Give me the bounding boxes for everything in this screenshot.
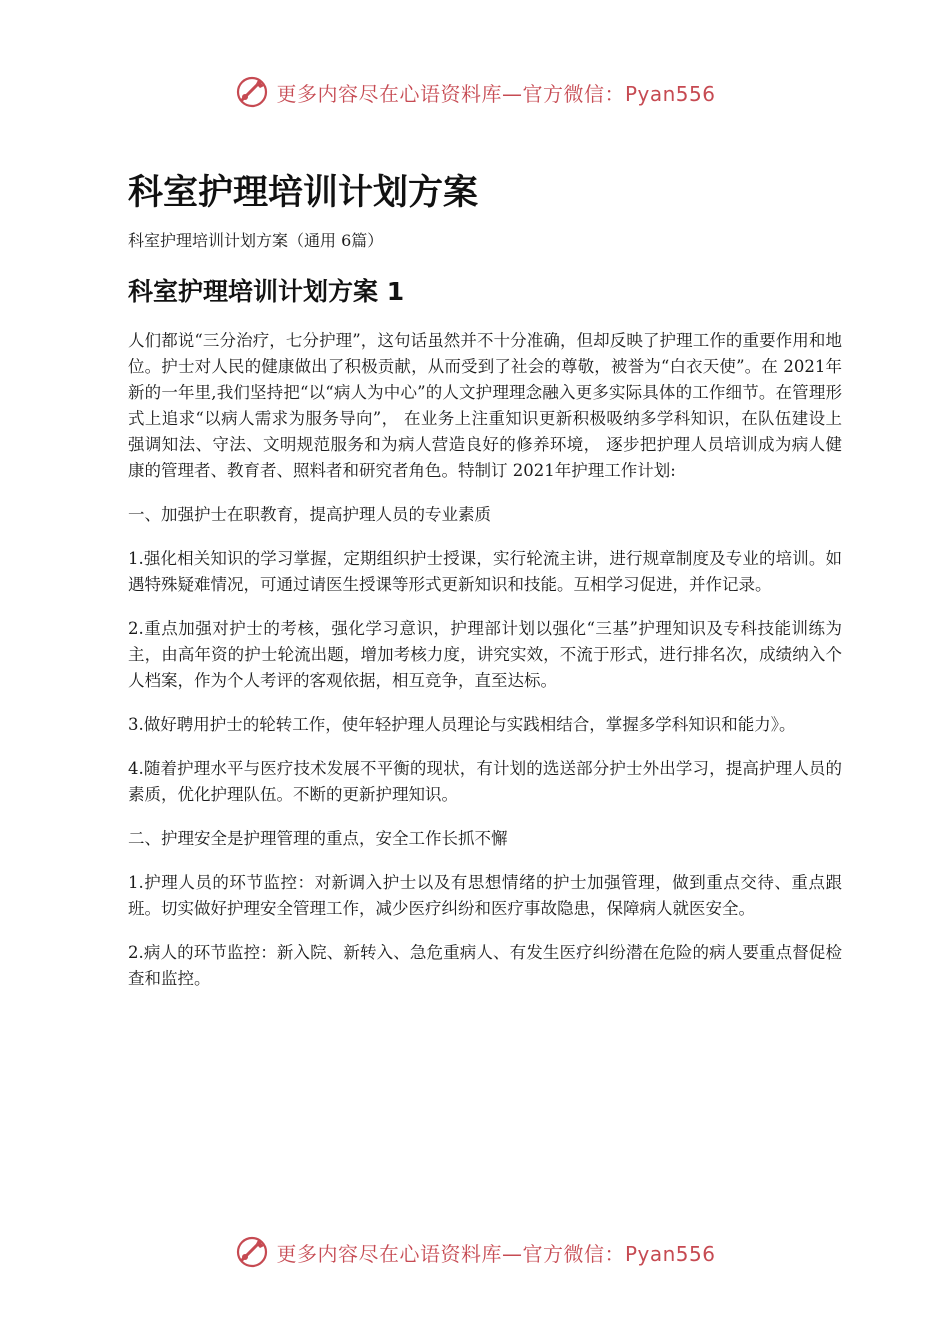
paragraph-heading-1: 一、加强护士在职教育，提高护理人员的专业素质 xyxy=(128,505,491,524)
document-body xyxy=(128,170,842,1010)
header-banner xyxy=(0,72,950,112)
paragraph-item: 3.做好聘用护士的轮转工作，使年轻护理人员理论与实践相结合，掌握多学科知识和能力》。 xyxy=(128,715,796,734)
document-title: 科室护理培训计划方案 xyxy=(128,173,479,213)
document-subtitle: 科室护理培训计划方案（通用 6篇） xyxy=(128,231,384,250)
paragraph-item: 1.护理人员的环节监控：对新调入护士以及有思想情绪的护士加强管理，做到重点交待、重点跟班。切实做好护理安全管理工作，减少医疗纠纷和医疗事故隐患，保障病人就医安全。 xyxy=(128,873,842,918)
paragraph-intro: 人们都说“三分治疗，七分护理”，这句话虽然并不十分准确，但却反映了护理工作的重要作用和地位。护士对人民的健康做出了积极贡献，从而受到了社会的尊敬，被誉为“白衣天使”。在 2021年新的一年里,我们坚持把“以“病人为中心”的人文护理理念融入更多实际具体的工作细节。在管理形式上追求“以病人需求为服务导向”， 在业务上注重知识更新积极吸纳多学科知识，在队伍建设上强调知法、守法、文明规范服务和为病人营造良好的修养环境， 逐步把护理人员培训成为病人健康的管理者、教育者、照料者和研究者角色。特制订 2021年护理工作计划: xyxy=(128,331,842,480)
section-heading: 科室护理培训计划方案 1 xyxy=(128,277,405,306)
banner-text: 更多内容尽在心语资料库—官方微信：Pyan556 xyxy=(276,81,716,106)
paragraph-item: 1.强化相关知识的学习掌握，定期组织护士授课，实行轮流主讲，进行规章制度及专业的培训。如遇特殊疑难情况，可通过请医生授课等形式更新知识和技能。互相学习促进，并作记录。 xyxy=(128,549,842,594)
paragraph-item: 2.重点加强对护士的考核，强化学习意识，护理部计划以强化“三基”护理知识及专科技能训练为主，由高年资的护士轮流出题，增加考核力度，讲究实效，不流于形式，进行排名次，成绩纳入个人档案，作为个人考评的客观依据，相互竞争，直至达标。 xyxy=(128,619,842,690)
banner-text: 更多内容尽在心语资料库—官方微信：Pyan556 xyxy=(276,1241,716,1266)
paragraph-item: 4.随着护理水平与医疗技术发展不平衡的现状，有计划的选送部分护士外出学习，提高护理人员的素质，优化护理队伍。不断的更新护理知识。 xyxy=(128,759,842,804)
paragraph-item: 2.病人的环节监控：新入院、新转入、急危重病人、有发生医疗纠纷潜在危险的病人要重点督促检查和监控。 xyxy=(128,943,842,988)
pen-logo-icon xyxy=(234,1234,270,1270)
paragraph-heading-2: 二、护理安全是护理管理的重点，安全工作长抓不懈 xyxy=(128,829,508,848)
footer-banner xyxy=(0,1232,950,1272)
pen-logo-icon xyxy=(234,74,270,110)
